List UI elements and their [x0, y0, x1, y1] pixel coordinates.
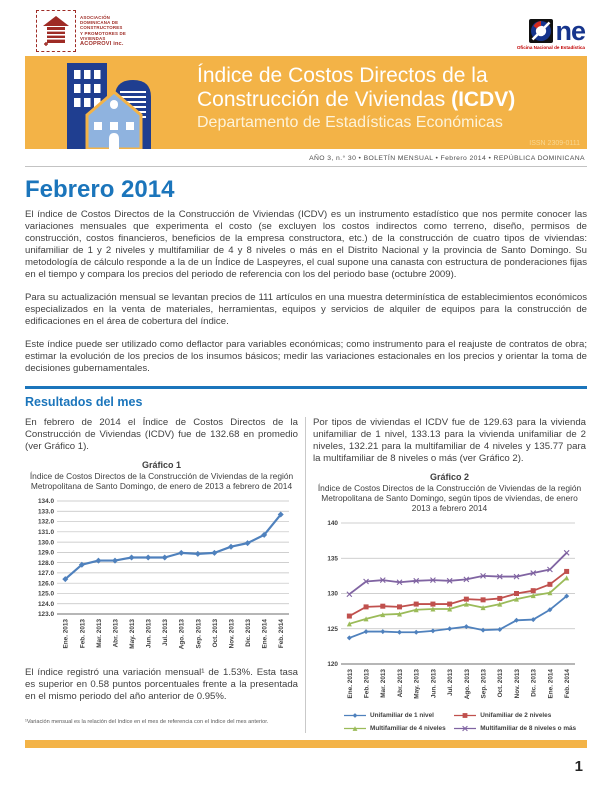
svg-text:Dic. 2013: Dic. 2013 [530, 668, 538, 697]
chart2-subtitle: Índice de Costos Directos de la Construcción de Viviendas de la región Metropolitana de Santo Domingo, según tipos de viviendas, de enero 2013 a febrero 2014 [317, 482, 582, 513]
footer-bar [25, 740, 587, 748]
chart2-legend [313, 709, 586, 733]
svg-text:Jun. 2013: Jun. 2013 [429, 668, 437, 698]
acoprovi-name: ASOCIACIÓN DOMINICANA DE CONSTRUCTORES Y PROMOTORES DE VIVIENDAS ACOPROVI inc. [80, 15, 127, 48]
svg-text:Dic. 2013: Dic. 2013 [244, 618, 252, 647]
one-wordmark: ne [529, 18, 585, 44]
intro-paragraph-1: El índice de Costos Directos de la Construcción de Viviendas (ICDV) es un instrumento estadístico que nos permite conocer las variaciones mensuales que experimenta el costo (se excluyen los costos indirectos como terreno, diseño, permisos de construcción, costos financieros, beneficios de la empresa constructora, etc.) de la construcción de cuatro tipos de viviendas: unifamiliar de 1 y 2 niveles y multifamiliar de 4 y 8 niveles o más en el Distrito Nacional y la provincia de Santo Domingo. Su metodología de cálculo responde a la de un Índice de Laspeyres, el cual supone una canasta con estructura de ponderaciones fijas en el tiempo y compara los precios del periodo de referencia con los del periodo base (octubre 2009). [25, 209, 587, 280]
svg-text:Oct. 2013: Oct. 2013 [496, 668, 504, 697]
legend-label: Unifamiliar de 1 nivel [370, 711, 434, 719]
chart1-title: Gráfico 1 [141, 459, 181, 470]
svg-text:May. 2013: May. 2013 [128, 618, 136, 649]
results-heading: Resultados del mes [25, 394, 143, 409]
month-heading: Febrero 2014 [25, 176, 175, 203]
banner-text [197, 64, 515, 133]
legend-label: Multifamiliar de 4 niveles [370, 724, 446, 732]
svg-text:125: 125 [326, 625, 338, 633]
svg-text:Ene. 2014: Ene. 2014 [546, 668, 554, 698]
svg-text:135: 135 [326, 554, 338, 562]
svg-text:130.0: 130.0 [37, 538, 54, 546]
legend-label: Multifamiliar de 8 niveles o más [480, 724, 577, 732]
svg-text:Ene. 2013: Ene. 2013 [62, 618, 70, 648]
left-paragraph: En febrero de 2014 el Índice de Costos Directos de la Construcción de Viviendas (ICDV) fue de 132.68 en promedio (ver Gráfico 1). [25, 416, 298, 452]
svg-text:Mar. 2013: Mar. 2013 [95, 618, 103, 648]
svg-text:Feb. 2013: Feb. 2013 [78, 618, 86, 648]
chart1-subtitle: Índice de Costos Directos de la Construcción de Viviendas de la región Metropolitana de Santo Domingo, de enero de 2013 a febrero de 2014 [29, 470, 294, 491]
page-number: 1 [574, 758, 583, 775]
svg-text:Sep. 2013: Sep. 2013 [194, 618, 202, 648]
chart2-title: Gráfico 2 [429, 471, 469, 482]
intro-paragraph-3: Este índice puede ser utilizado como deflactor para variables económicas; como instrumento para el reajuste de contratos de obra; estimar la evolución de los precios de los insumos básicos; medir las variaciones estacionales en los precios y orientar la toma de decisiones gubernamentales. [25, 339, 587, 374]
svg-text:Abr. 2013: Abr. 2013 [111, 618, 119, 647]
svg-text:Ene. 2014: Ene. 2014 [261, 618, 269, 648]
variation-paragraph: El índice registró una variación mensual¹ de 1.53%. Esta tasa es superior en 0.58 puntos porcentuales frente a la presentada en el mismo periodo del año anterior de 0.95%. [25, 666, 298, 702]
title-icdv: (ICDV) [451, 87, 516, 111]
acoprovi-house-icon [36, 10, 76, 52]
svg-text:Sep. 2013: Sep. 2013 [479, 668, 487, 698]
svg-text:Ago. 2013: Ago. 2013 [178, 618, 186, 649]
svg-text:Ago. 2013: Ago. 2013 [463, 668, 471, 699]
svg-text:132.0: 132.0 [37, 518, 54, 526]
svg-text:134.0: 134.0 [37, 497, 54, 505]
svg-text:May. 2013: May. 2013 [413, 668, 421, 699]
svg-text:Feb. 2014: Feb. 2014 [277, 618, 285, 648]
svg-text:Feb. 2013: Feb. 2013 [362, 668, 370, 698]
svg-text:Jul. 2013: Jul. 2013 [161, 618, 169, 646]
svg-text:Jul. 2013: Jul. 2013 [446, 668, 454, 696]
one-logo [517, 10, 585, 50]
bulletin-title: Índice de Costos Directos de la Construcción de Viviendas (ICDV) [197, 64, 516, 111]
results-columns [25, 417, 587, 733]
header [0, 0, 612, 56]
issue-meta: AÑO 3, n.° 30 • BOLETÍN MENSUAL • Febrero 2014 • REPÚBLICA DOMINICANA [25, 149, 587, 167]
banner-subtitle: Departamento de Estadísticas Económicas [197, 114, 503, 131]
svg-text:Nov. 2013: Nov. 2013 [513, 668, 521, 698]
svg-text:Ene. 2013: Ene. 2013 [346, 668, 354, 698]
svg-text:Oct. 2013: Oct. 2013 [211, 618, 219, 647]
svg-text:133.0: 133.0 [37, 507, 54, 515]
right-column [306, 417, 586, 733]
footnote: ¹Variación mensual es la relación del índice en el mes de referencia con el índice del mes anterior. [25, 718, 269, 725]
issn-label: ISSN 2309-0111 [529, 140, 580, 147]
svg-text:Abr. 2013: Abr. 2013 [396, 668, 404, 697]
svg-text:Feb. 2014: Feb. 2014 [563, 668, 571, 698]
legend-x-icon [453, 724, 477, 733]
legend-item [453, 711, 586, 720]
intro-section [0, 209, 612, 375]
svg-text:124.0: 124.0 [37, 600, 54, 608]
left-column [25, 417, 305, 733]
svg-text:131.0: 131.0 [37, 528, 54, 536]
svg-text:Jun. 2013: Jun. 2013 [145, 618, 153, 648]
svg-text:126.0: 126.0 [37, 579, 54, 587]
svg-text:120: 120 [326, 660, 338, 668]
legend-diamond-icon [343, 711, 367, 720]
acoprovi-logo [36, 10, 126, 52]
svg-text:128.0: 128.0 [37, 559, 54, 567]
legend-label: Unifamiliar de 2 niveles [480, 711, 552, 719]
chart1-canvas [26, 495, 298, 659]
section-divider [25, 386, 587, 389]
chart2-canvas [314, 517, 586, 709]
svg-text:123.0: 123.0 [37, 610, 54, 618]
legend-square-icon [453, 711, 477, 720]
legend-item [343, 724, 449, 733]
svg-text:127.0: 127.0 [37, 569, 54, 577]
svg-text:Nov. 2013: Nov. 2013 [227, 618, 235, 648]
svg-text:130: 130 [326, 590, 338, 598]
one-tagline: Oficina Nacional de Estadística [516, 45, 585, 50]
legend-item [343, 711, 449, 720]
legend-item [453, 724, 586, 733]
right-paragraph: Por tipos de viviendas el ICDV fue de 129.63 para la vivienda unifamiliar de 1 nivel, 133.13 para la vivienda unifamiliar de 2 niveles, 132.21 para la multifamiliar de 4 niveles y 135.77 para la multifamiliar de 8 niveles o más (ver Gráfico 2). [313, 416, 586, 464]
svg-text:125.0: 125.0 [37, 590, 54, 598]
legend-triangle-icon [343, 724, 367, 733]
svg-text:Mar. 2013: Mar. 2013 [379, 668, 387, 698]
buildings-icon [53, 59, 179, 149]
svg-text:140: 140 [326, 519, 338, 527]
title-banner [25, 56, 587, 149]
one-o-icon [529, 18, 555, 44]
intro-paragraph-2: Para su actualización mensual se levantan precios de 111 artículos en una muestra determinística de establecimientos económicos especializados en la venta de materiales, herramientas, equipos y servicios de alquiler de equipos para la construcción de edificaciones en el área de cobertura del índice. [25, 292, 587, 327]
svg-text:129.0: 129.0 [37, 549, 54, 557]
